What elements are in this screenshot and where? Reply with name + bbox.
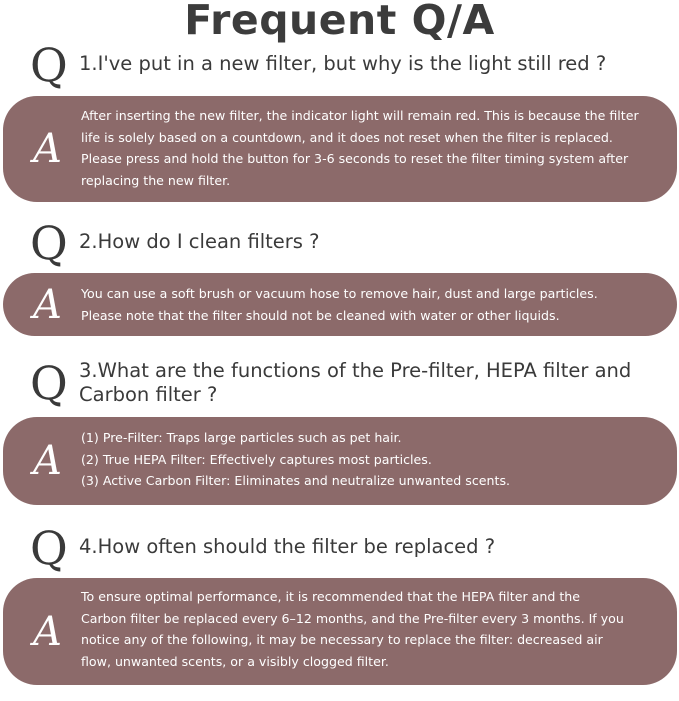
answer-4	[3, 578, 677, 685]
answer-line: After inserting the new filter, the indicator light will remain red. This is because the filter	[81, 108, 639, 123]
q-icon: Q	[30, 38, 68, 92]
answer-line: Please press and hold the button for 3-6 seconds to reset the filter timing system after	[81, 151, 629, 166]
a-icon: A	[33, 126, 62, 172]
question-text: 3.What are the functions of the Pre-filter, HEPA filter and Carbon filter ?	[79, 359, 632, 406]
answer-line: Carbon filter be replaced every 6–12 months, and the Pre-filter every 3 months. If you	[81, 610, 624, 626]
q-icon: Q	[30, 356, 68, 410]
q-icon: Q	[30, 216, 68, 270]
answer-line: To ensure optimal performance, it is recommended that the HEPA filter and the	[81, 589, 581, 604]
answer-line: You can use a soft brush or vacuum hose to remove hair, dust and large particles.	[81, 286, 598, 301]
answer-line: replacing the new filter.	[81, 172, 231, 188]
answer-text	[81, 427, 657, 492]
answer-line: (3) Active Carbon Filter: Eliminates and neutralize unwanted scents.	[81, 473, 511, 488]
answer-line: (2) True HEPA Filter: Effectively captures most particles.	[81, 451, 432, 467]
q-icon: Q	[30, 521, 68, 575]
answer-line: notice any of the following, it may be necessary to replace the filter: decreased air	[81, 632, 603, 647]
question-text: 4.How often should the filter be replaced ?	[79, 535, 496, 558]
answer-line: flow, unwanted scents, or a visibly clogged filter.	[81, 653, 389, 669]
answer-text	[81, 283, 657, 326]
answer-2	[3, 273, 677, 336]
page-title: Frequent Q/A	[184, 0, 495, 44]
answer-3	[3, 417, 677, 505]
answer-text	[81, 586, 657, 672]
answer-text	[81, 105, 657, 191]
answer-line: Please note that the filter should not be cleaned with water or other liquids.	[81, 307, 560, 323]
answer-line: life is solely based on a countdown, and it does not reset when the filter is replaced.	[81, 129, 613, 145]
a-icon: A	[33, 281, 62, 328]
answer-line: (1) Pre-Filter: Traps large particles such as pet hair.	[81, 430, 402, 445]
a-icon: A	[33, 438, 62, 484]
question-text: 2.How do I clean filters ?	[79, 230, 320, 253]
a-icon: A	[33, 608, 62, 655]
answer-1	[3, 96, 677, 202]
question-text: 1.I've put in a new filter, but why is the light still red ?	[79, 52, 607, 75]
